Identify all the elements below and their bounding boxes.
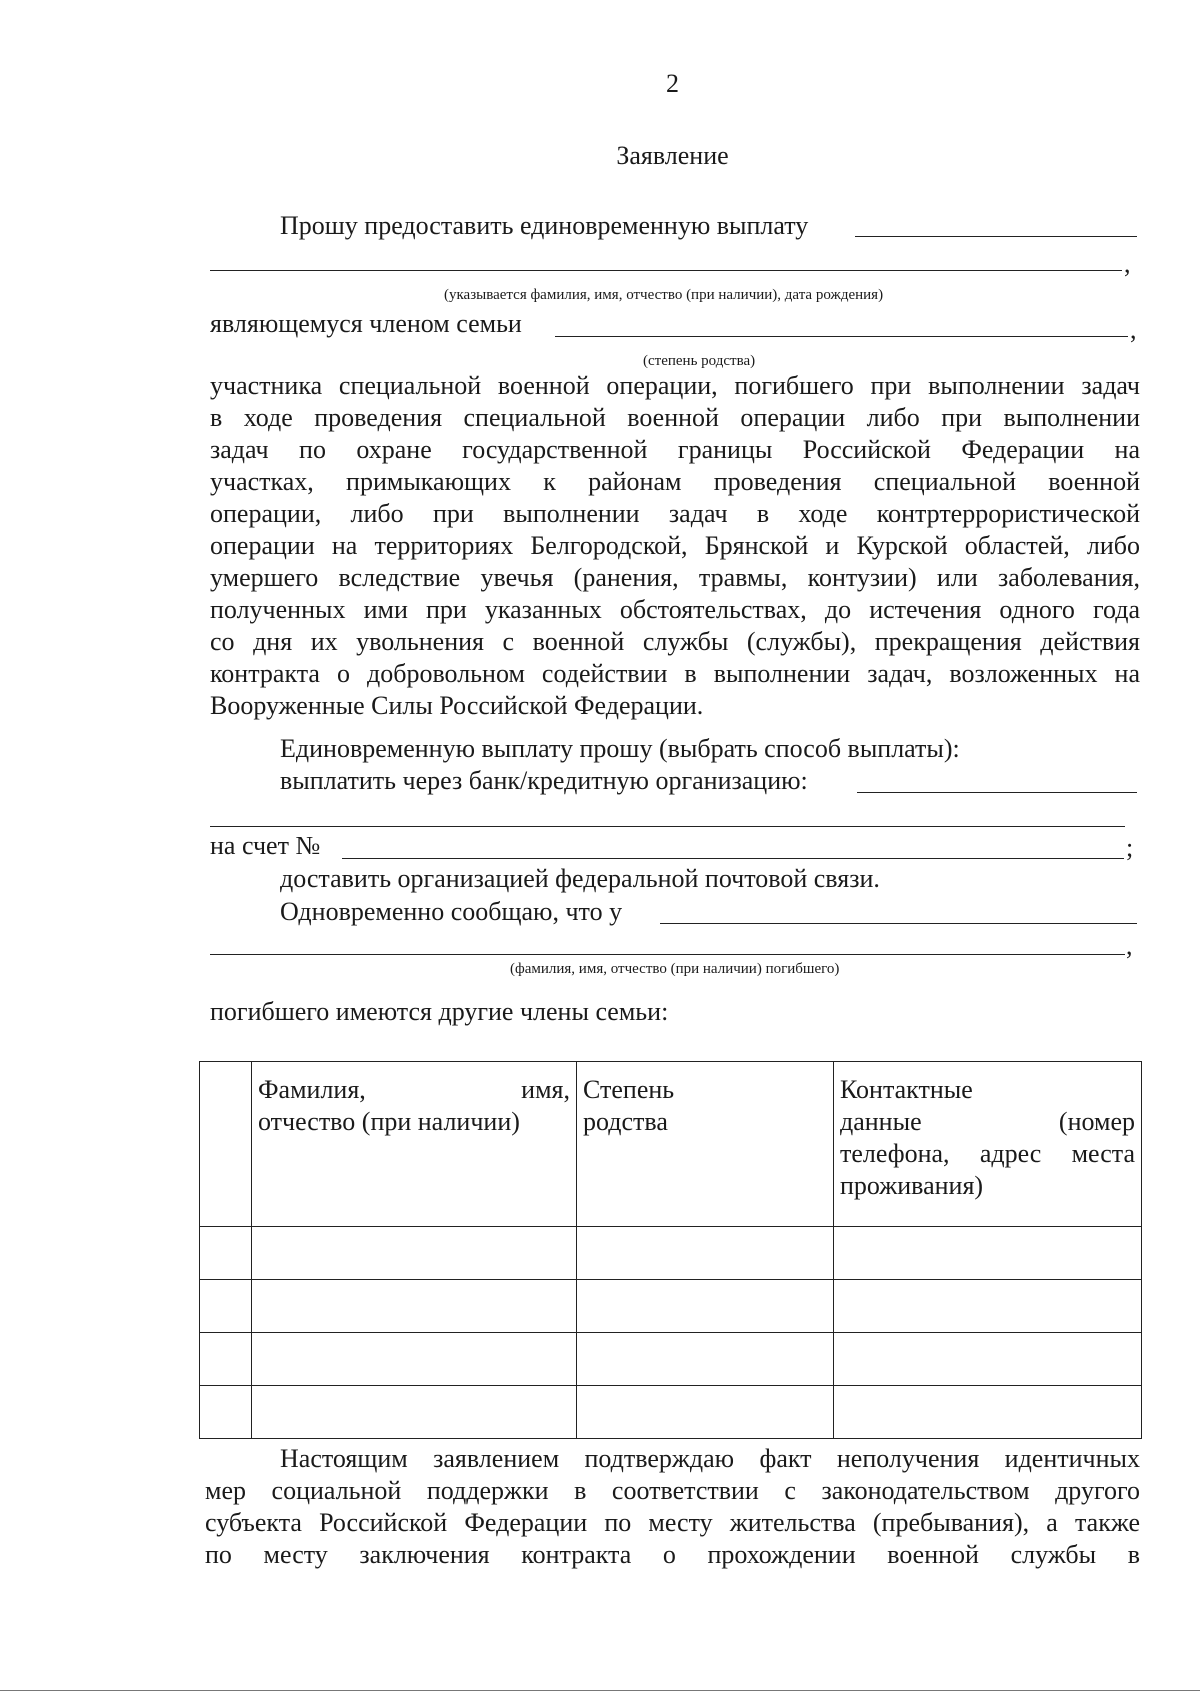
account-field[interactable] bbox=[342, 830, 1124, 858]
table-cell-relation[interactable] bbox=[577, 1386, 834, 1439]
table-cell-relation[interactable] bbox=[577, 1333, 834, 1386]
table-row bbox=[200, 1386, 1142, 1439]
payment-method-intro: Единовременную выплату прошу (выбрать способ выплаты): bbox=[280, 734, 960, 763]
closing-line: субъекта Российской Федерации по месту жительства (пребывания), а также bbox=[205, 1508, 1140, 1537]
table-row bbox=[200, 1333, 1142, 1386]
header-contacts-line2: данные (номер bbox=[840, 1107, 1135, 1136]
bank-field-line-2 bbox=[210, 826, 1125, 827]
inform-comma: , bbox=[1126, 931, 1133, 960]
table-cell-name[interactable] bbox=[252, 1333, 577, 1386]
table-cell-relation[interactable] bbox=[577, 1280, 834, 1333]
page-number: 2 bbox=[666, 69, 679, 98]
deceased-field-1[interactable] bbox=[660, 895, 1137, 923]
others-text: погибшего имеются другие члены семьи: bbox=[210, 997, 669, 1026]
table-cell-contacts[interactable] bbox=[834, 1386, 1142, 1439]
request-prefix: Прошу предоставить единовременную выплату bbox=[280, 211, 809, 240]
member-prefix: являющемуся членом семьи bbox=[210, 309, 522, 338]
closing-line: по месту заключения контракта о прохождении военной службы в bbox=[205, 1540, 1140, 1569]
account-prefix: на счет № bbox=[210, 831, 321, 860]
table-cell-number[interactable] bbox=[200, 1386, 252, 1439]
table-cell-number[interactable] bbox=[200, 1333, 252, 1386]
inform-prefix: Одновременно сообщаю, что у bbox=[280, 897, 623, 926]
closing-line: Настоящим заявлением подтверждаю факт неполучения идентичных bbox=[280, 1444, 1140, 1473]
header-contacts-line4: проживания) bbox=[840, 1171, 984, 1200]
main-paragraph-line: задач по охране государственной границы Российской Федерации на bbox=[210, 435, 1140, 464]
table-cell-contacts[interactable] bbox=[834, 1333, 1142, 1386]
caption-person: (указывается фамилия, имя, отчество (при наличии), дата рождения) bbox=[444, 287, 884, 303]
caption-relation: (степень родства) bbox=[643, 353, 756, 369]
main-paragraph-line: контракта о добровольном содействии в выполнении задач, возложенных на bbox=[210, 659, 1140, 688]
closing-line: мер социальной поддержки в соответствии с законодательством другого bbox=[205, 1476, 1140, 1505]
account-semicolon: ; bbox=[1126, 833, 1134, 862]
main-paragraph-line: участника специальной военной операции, погибшего при выполнении задач bbox=[210, 371, 1140, 400]
closing-paragraph bbox=[205, 1443, 1140, 1571]
header-relation bbox=[577, 1062, 834, 1227]
recipient-field-2[interactable] bbox=[210, 242, 1122, 270]
header-full-name-line2: отчество (при наличии) bbox=[258, 1107, 520, 1136]
main-paragraph bbox=[210, 370, 1140, 722]
header-contacts-line1: Контактные bbox=[840, 1075, 973, 1104]
table-cell-name[interactable] bbox=[252, 1227, 577, 1280]
table-cell-relation[interactable] bbox=[577, 1227, 834, 1280]
table-cell-name[interactable] bbox=[252, 1280, 577, 1333]
recipient-field-line-1 bbox=[855, 236, 1137, 237]
header-relation-line2: родства bbox=[583, 1107, 668, 1136]
main-paragraph-line: умершего вследствие увечья (ранения, травмы, контузии) или заболевания, bbox=[210, 563, 1140, 592]
main-paragraph-line: со дня их увольнения с военной службы (службы), прекращения действия bbox=[210, 627, 1140, 656]
table-cell-name[interactable] bbox=[252, 1386, 577, 1439]
member-comma: , bbox=[1130, 315, 1137, 344]
bank-field-2[interactable] bbox=[210, 798, 1125, 826]
header-number bbox=[200, 1062, 252, 1227]
caption-deceased: (фамилия, имя, отчество (при наличии) погибшего) bbox=[510, 961, 840, 977]
account-field-line bbox=[342, 858, 1124, 859]
document-title: Заявление bbox=[616, 141, 729, 170]
table-cell-contacts[interactable] bbox=[834, 1227, 1142, 1280]
option-bank: выплатить через банк/кредитную организацию: bbox=[280, 766, 808, 795]
bank-field-1[interactable] bbox=[857, 764, 1137, 792]
relation-field[interactable] bbox=[555, 308, 1128, 336]
header-contacts bbox=[834, 1062, 1142, 1227]
main-paragraph-line: полученных ими при указанных обстоятельствах, до истечения одного года bbox=[210, 595, 1140, 624]
option-post: доставить организацией федеральной почтовой связи. bbox=[280, 864, 880, 893]
table-row bbox=[200, 1227, 1142, 1280]
page-edge-line bbox=[0, 1690, 1200, 1691]
relation-field-line bbox=[555, 336, 1128, 337]
recipient-field-line-2 bbox=[210, 270, 1122, 271]
table-row bbox=[200, 1280, 1142, 1333]
main-paragraph-line: операции, либо при выполнении задач в ходе контртеррористической bbox=[210, 499, 1140, 528]
bank-field-line-1 bbox=[857, 792, 1137, 793]
main-paragraph-line: в ходе проведения специальной военной операции либо при выполнении bbox=[210, 403, 1140, 432]
header-contacts-line3: телефона, адрес места bbox=[840, 1139, 1135, 1168]
deceased-field-line-2 bbox=[210, 954, 1125, 955]
header-full-name-line1: Фамилия, имя, bbox=[258, 1075, 570, 1104]
table-cell-number[interactable] bbox=[200, 1227, 252, 1280]
request-comma: , bbox=[1124, 249, 1131, 278]
table-cell-contacts[interactable] bbox=[834, 1280, 1142, 1333]
deceased-field-line-1 bbox=[660, 923, 1137, 924]
main-paragraph-line: участках, примыкающих к районам проведения специальной военной bbox=[210, 467, 1140, 496]
table-cell-number[interactable] bbox=[200, 1280, 252, 1333]
header-relation-line1: Степень bbox=[583, 1075, 675, 1104]
header-full-name bbox=[252, 1062, 577, 1227]
main-paragraph-line: операции на территориях Белгородской, Брянской и Курской областей, либо bbox=[210, 531, 1140, 560]
family-members-table bbox=[199, 1061, 1142, 1439]
deceased-field-2[interactable] bbox=[210, 926, 1125, 954]
recipient-field-1[interactable] bbox=[855, 208, 1137, 236]
main-paragraph-last-line: Вооруженные Силы Российской Федерации. bbox=[210, 691, 704, 720]
table-header-row bbox=[200, 1062, 1142, 1227]
